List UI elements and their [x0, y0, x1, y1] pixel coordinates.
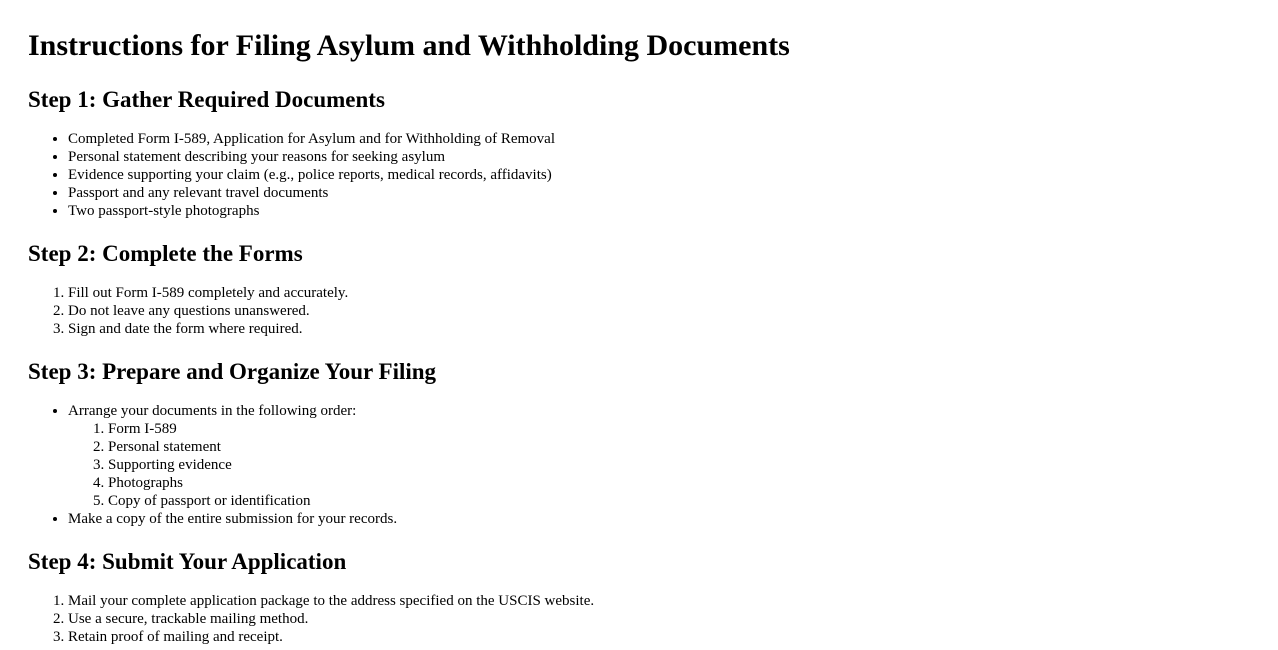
step1-heading: Step 1: Gather Required Documents: [28, 87, 385, 112]
list-item: 1. Mail your complete application package to the address specified on the USCIS website.: [68, 592, 1250, 610]
list-item: 2. Use a secure, trackable mailing method.: [68, 610, 1250, 628]
order-item: 3. Supporting evidence: [108, 456, 1250, 474]
list-item: • Two passport-style photographs: [68, 202, 1250, 220]
page-title: Instructions for Filing Asylum and Withholding Documents: [28, 29, 790, 62]
step4-list: [28, 592, 1250, 646]
arrange-label: Arrange your documents in the following order:: [68, 403, 357, 419]
list-item: 3. Sign and date the form where required.: [68, 320, 1250, 338]
list-item: • Passport and any relevant travel documents: [68, 184, 1250, 202]
step3-list: [28, 402, 1250, 528]
list-item-arrange: [68, 402, 1250, 510]
list-item: • Evidence supporting your claim (e.g., police reports, medical records, affidavits): [68, 166, 1250, 184]
order-item: 2. Personal statement: [108, 438, 1250, 456]
list-item-copy: • Make a copy of the entire submission for your records.: [68, 510, 1250, 528]
list-item: 3. Retain proof of mailing and receipt.: [68, 628, 1250, 646]
step4-heading: Step 4: Submit Your Application: [28, 549, 347, 574]
step1-list: [28, 130, 1250, 220]
document-order-list: [68, 420, 1250, 510]
step2-heading: Step 2: Complete the Forms: [28, 241, 303, 266]
list-item: • Completed Form I-589, Application for Asylum and for Withholding of Removal: [68, 130, 1250, 148]
order-item: 5. Copy of passport or identification: [108, 492, 1250, 510]
list-item: 2. Do not leave any questions unanswered.: [68, 302, 1250, 320]
step2-list: [28, 284, 1250, 338]
step3-heading: Step 3: Prepare and Organize Your Filing: [28, 359, 437, 384]
list-item: • Personal statement describing your reasons for seeking asylum: [68, 148, 1250, 166]
order-item: 4. Photographs: [108, 474, 1250, 492]
list-item: 1. Fill out Form I-589 completely and accurately.: [68, 284, 1250, 302]
document-page: [0, 28, 1278, 646]
order-item: 1. Form I-589: [108, 420, 1250, 438]
